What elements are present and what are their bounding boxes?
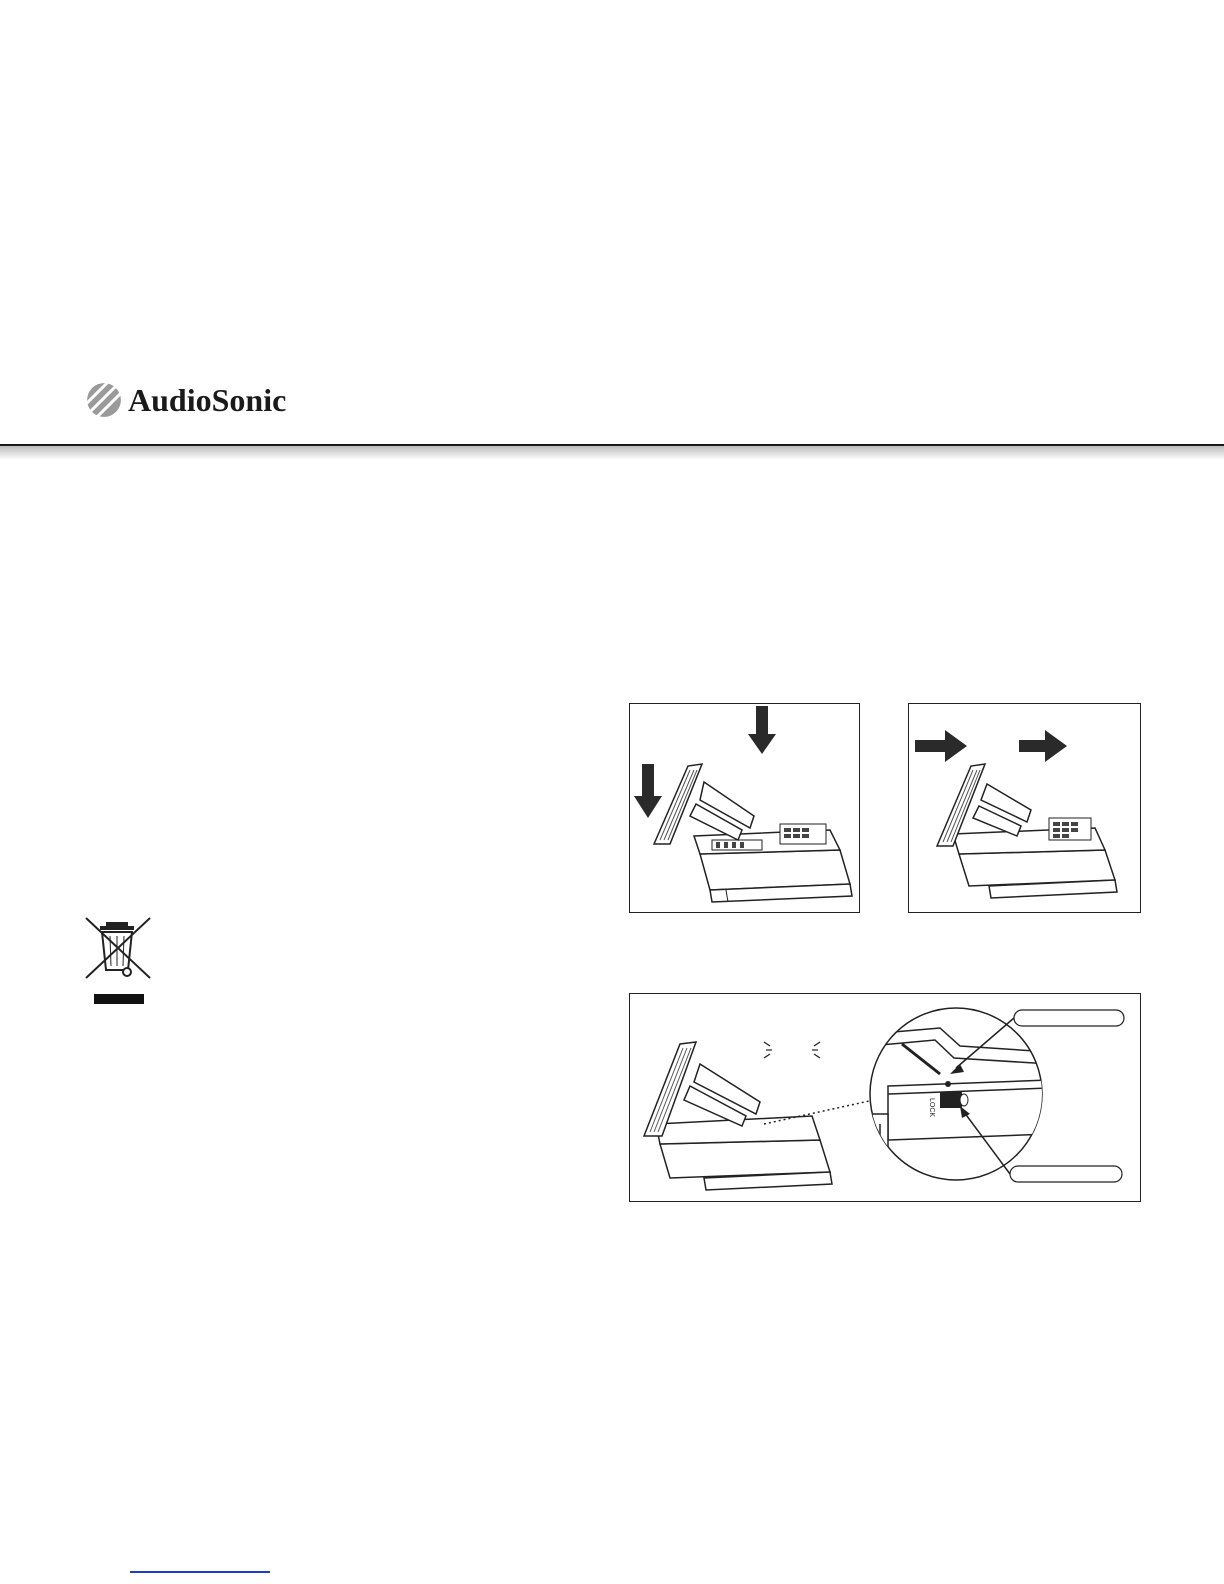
right-arrow-icon xyxy=(1019,730,1067,762)
figure-slide-right xyxy=(908,703,1141,913)
brand-logo-icon xyxy=(86,380,128,420)
crossed-out-wheelie-bin-icon xyxy=(84,916,156,1006)
slide-right-arrows-illustration xyxy=(909,704,1140,912)
callout-label-box xyxy=(1010,1166,1122,1182)
lid-close-down-arrows-illustration xyxy=(630,704,859,912)
right-arrow-icon xyxy=(915,730,967,762)
svg-text:LOCK: LOCK xyxy=(928,1098,935,1118)
header-shadow xyxy=(0,446,1224,460)
footer-link-underline[interactable] xyxy=(130,1571,270,1573)
brand-logo-text: AudioSonic xyxy=(128,382,287,418)
figure-lock-switch xyxy=(629,993,1141,1202)
down-arrow-icon xyxy=(748,706,776,754)
figure-close-lid xyxy=(629,703,860,913)
lock-switch-detail-illustration xyxy=(630,994,1140,1201)
down-arrow-icon xyxy=(634,764,662,818)
brand-logo xyxy=(86,380,346,420)
callout-label-box xyxy=(1014,1010,1124,1026)
